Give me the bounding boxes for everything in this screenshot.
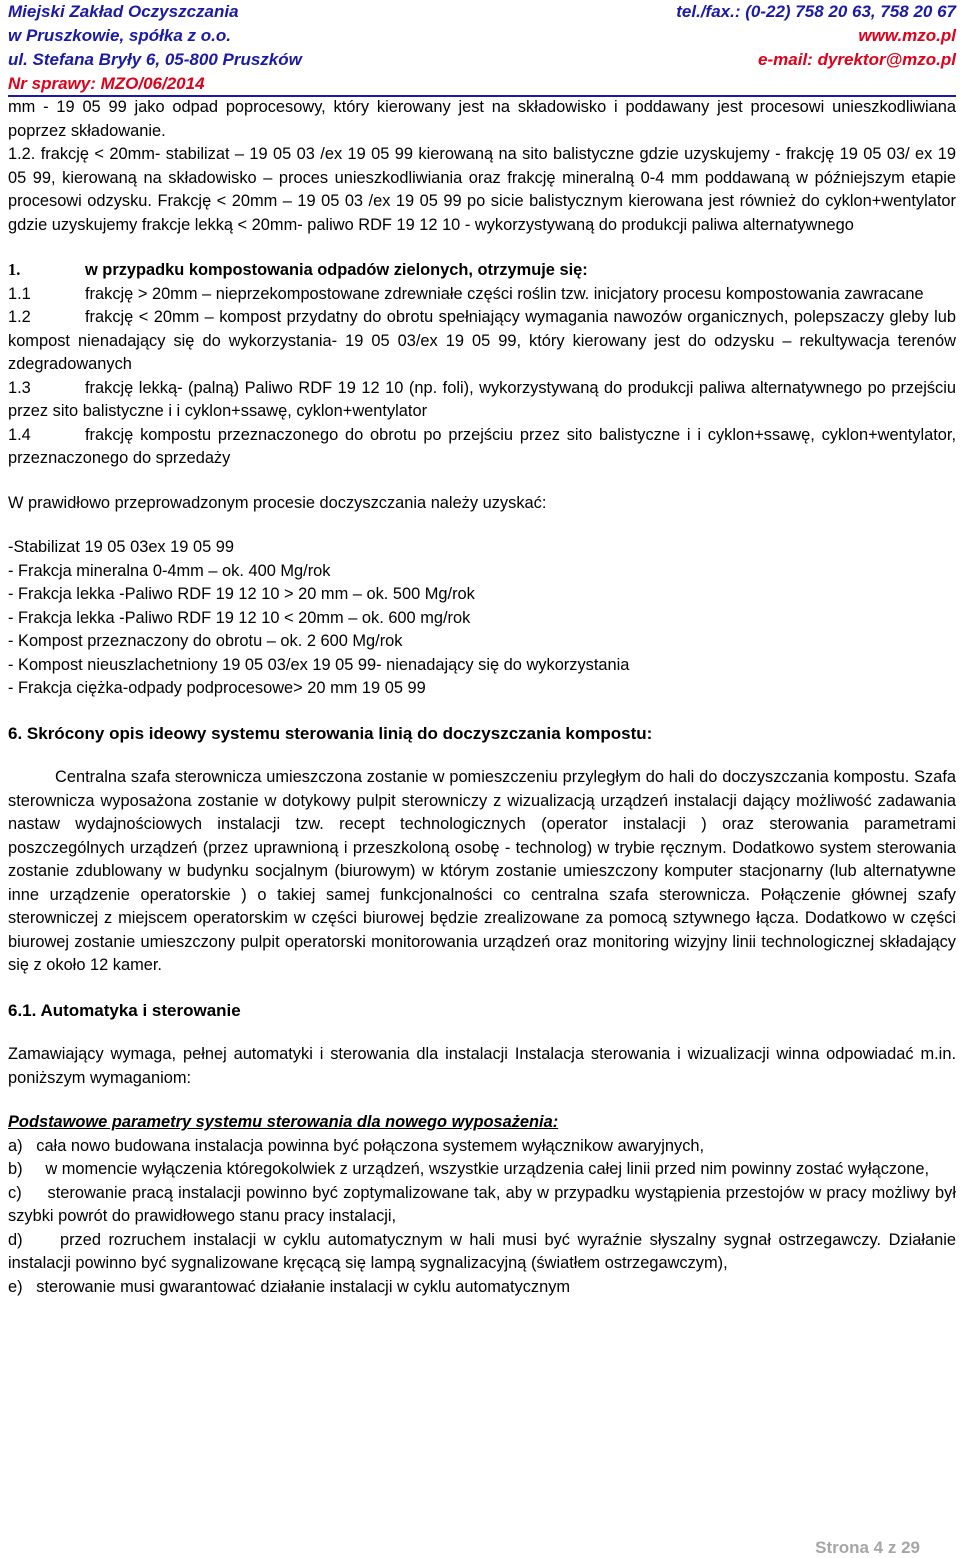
- param-text: cała nowo budowana instalacja powinna być połączona systemem wyłącznikow awaryjnych,: [36, 1136, 705, 1155]
- compost-heading: [8, 258, 956, 283]
- letterhead-row-4: [8, 72, 956, 96]
- param-text: sterowanie musi gwarantować działanie instalacji w cyklu automatycznym: [36, 1277, 571, 1296]
- params-heading: Podstawowe parametry systemu sterowania dla nowego wyposażenia:: [8, 1113, 559, 1131]
- letterhead-row-3: [8, 48, 956, 72]
- recovery-list-item: - Frakcja mineralna 0-4mm – ok. 400 Mg/rok: [8, 561, 331, 580]
- spacer: [8, 701, 956, 722]
- compost-item: [8, 424, 956, 471]
- letterhead: [8, 0, 956, 96]
- spacer: [8, 978, 956, 999]
- param-item: [8, 1229, 956, 1276]
- company-name: Miejski Zakład Oczyszczania: [8, 2, 239, 21]
- compost-item: [8, 377, 956, 424]
- company-website[interactable]: www.mzo.pl: [858, 26, 956, 45]
- company-location: w Pruszkowie, spółka z o.o.: [8, 26, 231, 45]
- letterhead-row-1: [8, 0, 956, 24]
- page-number: Strona 4 z 29: [815, 1538, 920, 1557]
- paragraph-1-2: 1.2. frakcję < 20mm- stabilizat – 19 05 03 /ex 19 05 99 kierowaną na sito balistyczne gdzie uzyskujemy - frakcję 19 05 03/ ex 19 05 99, kierowaną na składowisko – proces unieszkodliwiania oraz frakcję mineralną 0-4 mm poddawaną w późniejszym etapie procesowi odzysku. Frakcję < 20mm – 19 05 03 /ex 19 05 99 po sicie balistycznym kierowana jest również do cyklon+wentylator gdzie uzyskujemy frakcje lekką < 20mm- paliwo RDF 19 12 10 - wykorzystywaną do produkcji paliwa alternatywnego: [8, 145, 956, 234]
- recovery-list-item: - Frakcja ciężka-odpady podprocesowe> 20 mm 19 05 99: [8, 679, 426, 697]
- recovery-list-item: - Kompost nieuszlachetniony 19 05 03/ex 19 05 99- nienadający się do wykorzystania: [8, 655, 630, 674]
- param-text: w momencie wyłączenia któregokolwiek z urządzeń, wszystkie urządzenia całej linii przed nim powinny zostać wyłączone,: [45, 1160, 930, 1178]
- compost-heading-text: w przypadku kompostowania odpadów zielonych, otrzymuje się:: [85, 261, 588, 279]
- param-letter: c): [8, 1183, 22, 1202]
- recovery-intro: W prawidłowo przeprowadzonym procesie doczyszczania należy uzyskać:: [8, 493, 547, 512]
- compost-heading-number: 1.: [8, 260, 21, 279]
- spacer: [8, 745, 956, 766]
- compost-item-number: 1.3: [8, 378, 31, 397]
- spacer: [8, 515, 956, 536]
- param-letter: d): [8, 1230, 23, 1249]
- company-phone: tel./fax.: (0-22) 758 20 63, 758 20 67: [676, 2, 956, 21]
- spacer: [8, 1022, 956, 1043]
- param-item: [8, 1135, 956, 1159]
- param-item: [8, 1182, 956, 1229]
- compost-item-number: 1.4: [8, 425, 31, 444]
- compost-item-text: frakcję kompostu przeznaczonego do obrotu po przejściu przez sito balistyczne i i cyklon+ssawę, cyklon+wentylator, przeznaczonego do sprzedaży: [8, 425, 956, 467]
- compost-item-text: frakcję > 20mm – nieprzekompostowane zdrewniałe części roślin tzw. inicjatory procesu kompostowania zawracane: [85, 284, 924, 303]
- recovery-list-item: - Frakcja lekka -Paliwo RDF 19 12 10 < 20mm – ok. 600 mg/rok: [8, 608, 471, 627]
- spacer: [8, 1090, 956, 1111]
- compost-item-text: frakcję lekką- (palną) Paliwo RDF 19 12 10 (np. foli), wykorzystywaną do produkcji paliwa alternatywnego po przejściu przez sito balistyczne i i cyklon+ssawę, cyklon+wentylator: [8, 378, 956, 420]
- param-letter: a): [8, 1136, 23, 1155]
- compost-item: [8, 306, 956, 377]
- section-6-paragraph: Centralna szafa sterownicza umieszczona zostanie w pomieszczeniu przyległym do hali do doczyszczania kompostu. Szafa sterownicza wyposażona zostanie w dotykowy pulpit sterowniczy z wizualizacją urządzeń instalacji dający możliwość zadawania nastaw wydajnościowych instalacji tzw. recept technologicznych (operator instalacji ) oraz sterowania parametrami poszczególnych urządzeń (przez uprawnioną i przeszkoloną osobę - technolog) w trybie ręcznym. Dodatkowo system sterowania zostanie zdublowany w budynku socjalnym (biurowym) w którym zostanie umieszczony komputer stacjonarny (lub alternatywne inne urządzenie operatorskie ) o takiej samej funkcjonalności co centralna szafa sterownicza. Połączenie głównej szafy sterowniczej z miejscem operatorskim w części biurowej będzie zrealizowane za pomocą sztywnego łącza. Dodatkowo w części biurowej zostanie umieszczony pulpit operatorski monitorowania urządzeń oraz monitoring wizyjny linii technologicznej składający się z około 12 kamer.: [8, 768, 956, 974]
- company-email[interactable]: e-mail: dyrektor@mzo.pl: [758, 50, 956, 69]
- param-letter: e): [8, 1277, 23, 1296]
- document-body: [8, 96, 956, 1299]
- section-6-1-paragraph: Zamawiający wymaga, pełnej automatyki i sterowania dla instalacji Instalacja sterowania i wizualizacji winna odpowiadać m.in. poniższym wymaganiom:: [8, 1045, 956, 1087]
- section-6-1-title: 6.1. Automatyka i sterowanie: [8, 1000, 241, 1020]
- param-item: [8, 1158, 956, 1182]
- recovery-list-item: - Frakcja lekka -Paliwo RDF 19 12 10 > 20 mm – ok. 500 Mg/rok: [8, 585, 475, 603]
- spacer: [8, 237, 956, 258]
- spacer: [8, 471, 956, 492]
- param-text: przed rozruchem instalacji w cyklu automatycznym w hali musi być wyraźnie słyszalny sygnał ostrzegawczy. Działanie instalacji powinno być sygnalizowane kręcącą się lampą sygnalizacyjną (światłem ostrzegawczym),: [8, 1230, 956, 1272]
- compost-item: [8, 283, 956, 307]
- param-letter: b): [8, 1160, 23, 1178]
- company-address: ul. Stefana Bryły 6, 05-800 Pruszków: [8, 50, 302, 69]
- section-6-title: 6. Skrócony opis ideowy systemu sterowania linią do doczyszczania kompostu:: [8, 723, 653, 743]
- compost-item-number: 1.1: [8, 284, 31, 303]
- param-item: [8, 1276, 956, 1300]
- recovery-list-item: - Kompost przeznaczony do obrotu – ok. 2 600 Mg/rok: [8, 632, 403, 650]
- compost-item-text: frakcję < 20mm – kompost przydatny do obrotu spełniający wymagania nawozów organicznych, polepszaczy gleby lub kompost nienadający się do wykorzystania- 19 05 03/ex 19 05 99, który kierowany jest do odzysku – rekultywacja terenów zdegradowanych: [8, 308, 956, 373]
- letterhead-row-2: [8, 24, 956, 48]
- compost-item-number: 1.2: [8, 308, 31, 326]
- param-text: sterowanie pracą instalacji powinno być zoptymalizowane tak, aby w przypadku wystąpienia przestojów w pracy możliwy był szybki powrót do prawidłowego stanu pracy instalacji,: [8, 1183, 956, 1225]
- case-number: Nr sprawy: MZO/06/2014: [8, 74, 205, 93]
- intro-paragraph: mm - 19 05 99 jako odpad poprocesowy, który kierowany jest na składowisko i poddawany jest procesowi unieszkodliwiana poprzez składowanie.: [8, 98, 956, 140]
- recovery-list-item: -Stabilizat 19 05 03ex 19 05 99: [8, 538, 234, 556]
